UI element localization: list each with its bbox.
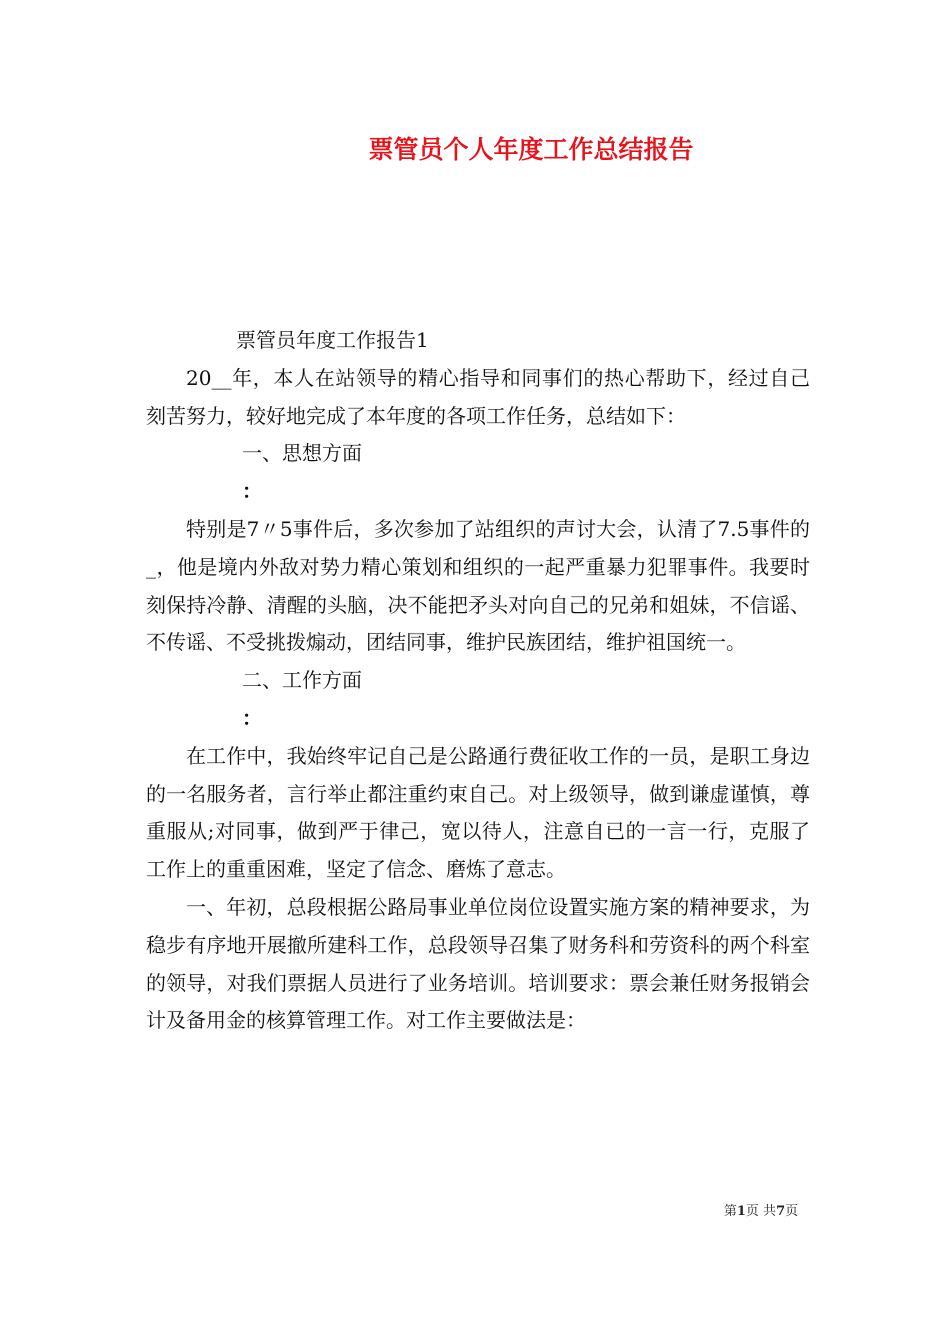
heading-thought: 一、思想方面: [242, 441, 362, 466]
document-body: [146, 322, 810, 1040]
page-footer: [0, 1203, 950, 1221]
heading-work: 二、工作方面: [242, 668, 362, 693]
footer-total-pages: 7: [776, 1204, 786, 1219]
footer-prefix: 第: [723, 1204, 737, 1219]
footer-middle: 页 共: [745, 1204, 777, 1219]
footer-suffix: 页: [785, 1204, 799, 1219]
heading-thought-colon: ：: [242, 479, 262, 504]
footer-page-number: 1: [736, 1204, 746, 1219]
intro-paragraph: 20__年，本人在站领导的精心指导和同事们的热心帮助下，经过自己刻苦努力，较好地完成了本年度的各项工作任务，总结如下：: [146, 365, 810, 428]
work-paragraph: 在工作中，我始终牢记自己是公路通行费征收工作的一员，是职工身边的一名服务者，言行举止都注重约束自己。对上级领导，做到谦虚谨慎，尊重服从;对同事，做到严于律己，宽以待人，注意自已的一言一行，克服了工作上的重重困难，坚定了信念、磨炼了意志。: [146, 743, 810, 882]
document-title: 票管员个人年度工作总结报告: [368, 135, 694, 164]
training-paragraph: 一、年初，总段根据公路局事业单位岗位设置实施方案的精神要求，为稳步有序地开展撤所建科工作，总段领导召集了财务科和劳资科的两个科室的领导，对我们票据人员进行了业务培训。培训要求：票会兼任财务报销会计及备用金的核算管理工作。对工作主要做法是：: [146, 894, 810, 1033]
thought-paragraph: 特别是7〃5事件后，多次参加了站组织的声讨大会，认清了7.5事件的_，他是境内外敌对势力精心策划和组织的一起严重暴力犯罪事件。我要时刻保持冷静、清醒的头脑，决不能把矛头对向自己的兄弟和姐妹，不信谣、不传谣、不受挑拨煽动，团结同事，维护民族团结，维护祖国统一。: [146, 516, 810, 655]
heading-work-colon: ：: [242, 705, 262, 730]
section-label: 票管员年度工作报告1: [236, 328, 429, 352]
